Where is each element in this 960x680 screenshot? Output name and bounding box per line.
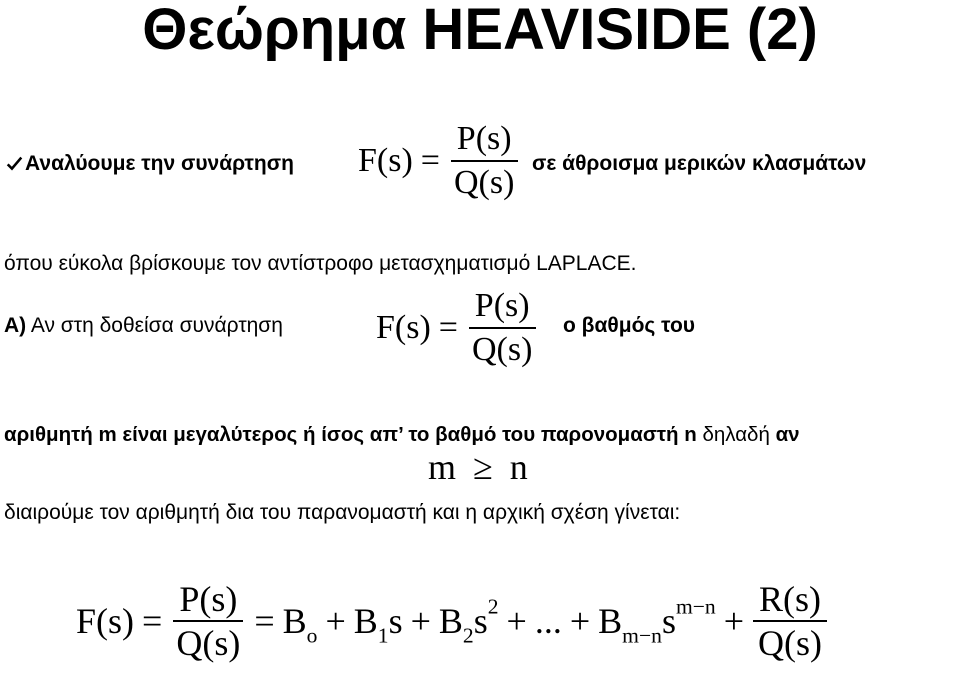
term-b0-sub: o <box>306 623 318 648</box>
formula-equals-1: = <box>142 601 163 641</box>
term-b1 <box>353 601 403 648</box>
line3-tail: ο βαθμός του <box>563 314 696 337</box>
condition-left: m <box>428 447 457 487</box>
condition-right: n <box>509 447 528 487</box>
line1-equals: = <box>420 142 440 179</box>
line1-lead-text: Αναλύουμε την συνάρτηση <box>25 152 294 175</box>
line1-lhs: F(s) <box>358 142 413 179</box>
term-bmn-sub: m−n <box>622 623 662 648</box>
term-bmn-sup: m−n <box>675 594 716 619</box>
formula-numerator-1: P(s) <box>173 580 243 622</box>
division-formula <box>76 580 828 662</box>
term-bmn-coef: B <box>598 601 623 641</box>
line3-lhs: F(s) <box>376 309 431 346</box>
formula-plus-3: + <box>506 601 527 641</box>
line3-label: Α) <box>4 314 27 337</box>
term-b2-sub: 2 <box>462 623 474 648</box>
term-b2-var: s <box>473 601 488 641</box>
condition-symbol: ≥ <box>473 447 493 487</box>
formula-plus-5: + <box>723 601 745 641</box>
term-b2-coef: B <box>438 601 463 641</box>
term-b2 <box>438 594 499 648</box>
term-b0 <box>282 601 318 648</box>
line3-formula <box>376 287 538 369</box>
formula-fraction-1 <box>170 580 246 662</box>
line1-formula <box>358 120 520 202</box>
term-b0-coef: B <box>282 601 307 641</box>
term-b1-sub: 1 <box>377 623 389 648</box>
line4-text <box>4 422 800 448</box>
checkmark-icon <box>6 155 23 172</box>
formula-lhs: F(s) <box>76 601 135 641</box>
formula-numerator-2: R(s) <box>753 580 827 622</box>
term-bmn <box>598 594 716 648</box>
line3-equals: = <box>438 309 458 346</box>
formula-denominator-2: Q(s) <box>758 623 823 663</box>
line1-tail: σε άθροισμα μερικών κλασμάτων <box>532 152 867 175</box>
term-bmn-var: s <box>661 601 676 641</box>
formula-plus-4: + <box>569 601 591 641</box>
line1-fraction <box>448 120 520 202</box>
line1-lead <box>6 151 294 177</box>
line5-text: διαιρούμε τον αριθμητή δια του παρανομαστή και η αρχική σχέση γίνεται: <box>4 501 681 524</box>
degree-condition <box>428 448 528 486</box>
line4-bold-end: αν <box>769 423 800 446</box>
line3-numerator: P(s) <box>469 287 536 329</box>
formula-equals-2: = <box>254 601 275 641</box>
line2-text: όπου εύκολα βρίσκουμε τον αντίστροφο μετασχηματισμό LAPLACE. <box>4 252 637 275</box>
line3-denominator: Q(s) <box>471 331 533 368</box>
line3-fraction <box>466 287 538 369</box>
formula-plus-2: + <box>410 601 431 641</box>
term-b2-sup: 2 <box>487 594 499 619</box>
line1-numerator: P(s) <box>451 120 518 162</box>
formula-fraction-2 <box>752 580 828 662</box>
line1-denominator: Q(s) <box>453 164 515 201</box>
formula-denominator-1: Q(s) <box>176 623 241 663</box>
line4-regular: δηλαδή <box>696 423 770 446</box>
formula-ellipsis: ... <box>534 601 562 641</box>
term-b1-var: s <box>388 601 403 641</box>
term-b1-coef: B <box>353 601 378 641</box>
line3-body: Αν στη δοθείσα συνάρτηση <box>26 314 283 337</box>
line4-bold: αριθμητή m είναι μεγαλύτερος ή ίσος απ’ το βαθμό του παρονομαστή n <box>4 423 697 446</box>
slide-title: Θεώρημα HEAVISIDE (2) <box>142 0 818 62</box>
formula-plus-1: + <box>325 601 346 641</box>
line3-text <box>4 313 283 339</box>
